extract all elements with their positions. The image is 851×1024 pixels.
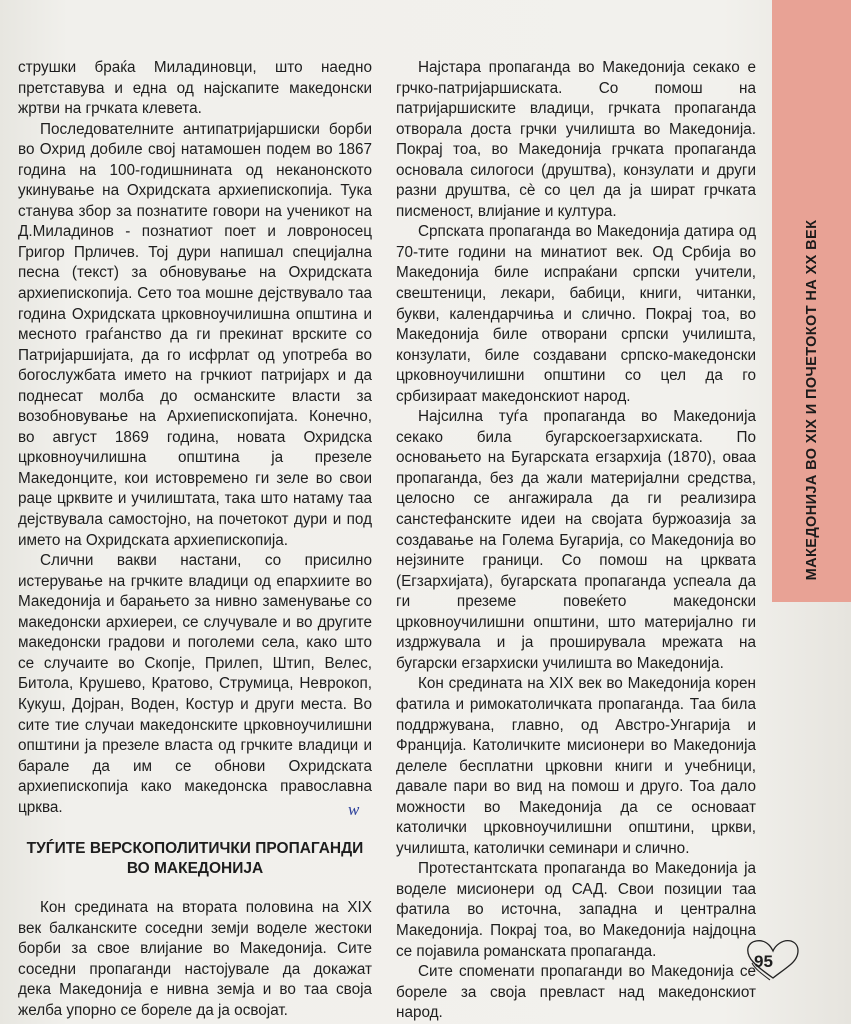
paragraph: Сите споменати пропаганди во Македонија се бореле за своја превласт над македонскиот народ.	[396, 963, 756, 1022]
page-number: 95	[754, 952, 773, 971]
paragraph: Најстара пропаганда во Македонија секако е грчко-патријаршиската. Со помош на патријаршиските владици, грчката пропаганда отворала доста грчки училишта во Македонија. Покрај тоа, во Македонија грчката пропаганда основала силогоси (друштва), конзулати и други разни друштва, сè со цел да ја шират грчката писменост, влијание и култура.	[396, 59, 756, 220]
right-column	[396, 58, 756, 1024]
paragraph: Последователните антипатријаршиски борби во Охрид добиле свој натамошен подем во 1867 година на 100-годишнината од неканонското укинување на Охридската архиепископија. Тука станува збор за познатите говори на ученикот на Д.Миладинов - познатиот поет и ловроносец Григор Прличев. Тој дури напишал специјална песна (текст) за обновување на Охридската архиепископија. Сето тоа мошне дејствувало таа година Охридската црковноучилишна општина и месното граѓанство да ги прекинат врските со Патријаршијата, да го исфрлат од употреба во богослужбата името на грчкиот патријарх и да поднесат молба до османските власти за возобновување на Архиепископијата. Конечно, во август 1869 година, новата Охридска црковноучилишна општина ја презеле Македонците, кои истовремено ги зеле во свои раце црквите и училиштата, така што натаму таа дејствувала самостојно, на почетокот дури и под името на Охридската архиепископија.	[18, 120, 372, 549]
section-heading-line: ВО МАКЕДОНИЈА	[126, 860, 264, 878]
section-heading	[18, 839, 372, 879]
paragraph: Кон средината на XIX век во Македонија корен фатила и римокатоличката пропаганда. Таа била поддржувана, главно, од Австро-Унгарија и Франција. Католичките мисионери во Македонија делеле бесплатни црковни книги и учебници, давале пари во вид на помош и друго. Тоа дало можности во Македонија да се основаат католички црковноучилишни општини, цркви, училишта, католички семинари и слично.	[396, 675, 756, 857]
left-column	[18, 58, 372, 1022]
paragraph: Најсилна туѓа пропаганда во Македонија секако била бугарскоегзархиската. По основањето на Бугарската егзархија (1870), оваа пропаганда, без да жали материјални средства, целосно се ангажирала да ги реализира санстефанските идеи на својата буржоазија за создавање на Голема Бугарија, со Македонија во нејзините граници. Со помош на црквата (Егзархијата), бугарската пропаганда успеала да ги преземе повеќето македонски црковноучилишни општини, што материјално ги издржувала и ја проширувала мрежата на бугарски егзархиски училишта во Македонија.	[396, 408, 756, 672]
paragraph: Слични вакви настани, со присилно истерување на грчките владици од епархиите во Македонија и барањето за нивно заменување со македонски архиереи, се случувале и во другите македонски градови и поголеми села, како што се случаите во Скопје, Прилеп, Штип, Велес, Битола, Крушево, Кратово, Струмица, Неврокоп, Кукуш, Дојран, Воден, Костур и други места. Во сите тие случаи македонските црковноучилишни општини ја презеле власта од грчките владици и барале да им се обнови Охридската архиепископија како македонска православна црква.	[18, 552, 372, 816]
section-heading-line: ТУЃИТЕ ВЕРСКОПОЛИТИЧКИ ПРОПАГАНДИ	[26, 840, 364, 858]
heart-icon	[742, 936, 804, 982]
paragraph: Протестантската пропаганда во Македонија ја воделе мисионери од САД. Свои позиции таа фатила во источна, западна и централна Македонија. Покрај тоа, во Македонија најдоцна се појавила романската пропаганда.	[396, 860, 756, 960]
paragraph: Српската пропаганда во Македонија датира од 70-тите години на минатиот век. Од Србија во Македонија биле испраќани српски учители, свештеници, лекари, бабици, книги, читанки, букви, календарчиња и слично. Покрај тоа, во Македонија биле отворани српски училишта, конзулати, биле создавани српско-македонски црковноучилишни општини со цел да го србизираат македонскиот народ.	[396, 223, 756, 405]
chapter-title: МАКЕДОНИЈА ВО XIX И ПОЧЕТОКОТ НА XX ВЕК	[804, 219, 820, 581]
paragraph: Кон средината на втората половина на XIX век балканските соседни земји воделе жестоки борби за свое влијание во Македонија. Сите соседни пропаганди настојувале да докажат дека Македонија е нивна земја и во таа своја желба упорно се бореле да ја освојат.	[18, 899, 372, 1019]
pen-mark: w	[348, 800, 360, 819]
paragraph: струшки браќа Миладиновци, што наедно претставува и една од најскапите македонски жртви на грчката клевета.	[18, 59, 372, 118]
